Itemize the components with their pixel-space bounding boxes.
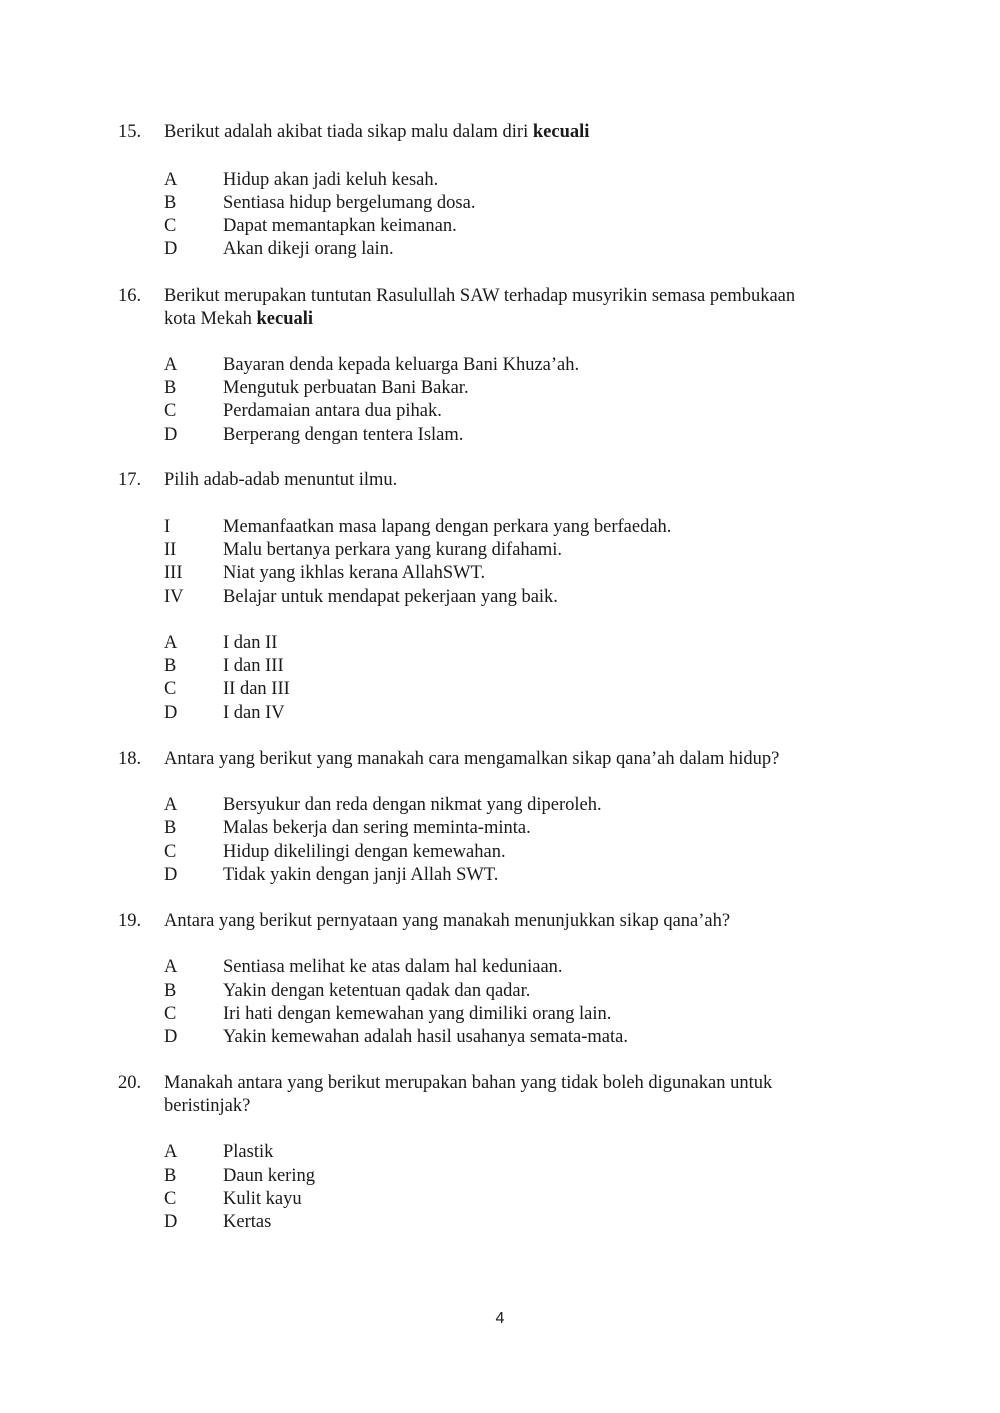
option-letter: A [164,170,178,190]
option-letter: D [164,1027,178,1047]
option-letter: D [164,239,178,259]
question-number: 19. [118,911,142,931]
option-text: Daun kering [223,1166,315,1186]
option-text: Berperang dengan tentera Islam. [223,425,464,445]
question-text-continued: beristinjak? [164,1096,251,1116]
option-text: Yakin dengan ketentuan qadak dan qadar. [223,981,531,1001]
option-letter: C [164,401,177,421]
option-letter: B [164,1166,177,1186]
option-text: Hidup akan jadi keluh kesah. [223,170,439,190]
question-number: 18. [118,749,142,769]
option-letter: C [164,842,177,862]
statement-numeral: II [164,540,177,560]
option-text: Sentiasa hidup bergelumang dosa. [223,193,476,213]
option-text: Dapat memantapkan keimanan. [223,216,457,236]
option-letter: A [164,1142,178,1162]
question-number: 20. [118,1073,142,1093]
question-text-part: kota Mekah [164,309,257,329]
option-text: I dan II [223,633,278,653]
question-number: 17. [118,470,142,490]
option-text: Plastik [223,1142,274,1162]
option-text: I dan III [223,656,284,676]
statement-numeral: I [164,517,171,537]
option-text: Akan dikeji orang lain. [223,239,394,259]
question-number: 16. [118,286,142,306]
statement-text: Niat yang ikhlas kerana AllahSWT. [223,563,486,583]
option-letter: B [164,818,177,838]
option-text: Kulit kayu [223,1189,302,1209]
option-letter: D [164,425,178,445]
question-emphasis: kecuali [256,309,314,329]
question-number: 15. [118,122,142,142]
option-text: Tidak yakin dengan janji Allah SWT. [223,865,499,885]
page-number: 4 [495,1310,505,1327]
option-text: Sentiasa melihat ke atas dalam hal keduniaan. [223,957,563,977]
option-letter: A [164,795,178,815]
option-text: Kertas [223,1212,272,1232]
option-letter: B [164,981,177,1001]
option-text: Bersyukur dan reda dengan nikmat yang diperoleh. [223,795,602,815]
option-letter: B [164,193,177,213]
option-letter: C [164,679,177,699]
option-text: Iri hati dengan kemewahan yang dimiliki orang lain. [223,1004,612,1024]
question-text [164,120,589,144]
option-text: Bayaran denda kepada keluarga Bani Khuza’ah. [223,355,580,375]
statement-numeral: III [164,563,183,583]
question-emphasis: kecuali [532,122,590,142]
option-letter: C [164,216,177,236]
option-letter: A [164,633,178,653]
question-text: Antara yang berikut yang manakah cara mengamalkan sikap qana’ah dalam hidup? [164,749,780,769]
option-letter: B [164,378,177,398]
option-text: I dan IV [223,703,285,723]
option-letter: A [164,957,178,977]
statement-text: Belajar untuk mendapat pekerjaan yang baik. [223,587,558,607]
option-text: Perdamaian antara dua pihak. [223,401,442,421]
option-letter: D [164,865,178,885]
question-text: Pilih adab-adab menuntut ilmu. [164,470,398,490]
option-letter: B [164,656,177,676]
question-text-continued [164,307,313,331]
statement-text: Malu bertanya perkara yang kurang difahami. [223,540,563,560]
option-text: Malas bekerja dan sering meminta-minta. [223,818,531,838]
option-text: II dan III [223,679,290,699]
option-text: Mengutuk perbuatan Bani Bakar. [223,378,469,398]
option-letter: A [164,355,178,375]
statement-text: Memanfaatkan masa lapang dengan perkara yang berfaedah. [223,517,672,537]
question-text: Antara yang berikut pernyataan yang manakah menunjukkan sikap qana’ah? [164,911,731,931]
question-text-part: Berikut adalah akibat tiada sikap malu dalam diri [164,122,533,142]
option-letter: D [164,1212,178,1232]
statement-numeral: IV [164,587,184,607]
question-text: Manakah antara yang berikut merupakan bahan yang tidak boleh digunakan untuk [164,1073,773,1093]
question-text: Berikut merupakan tuntutan Rasulullah SAW terhadap musyrikin semasa pembukaan [164,286,796,306]
option-letter: C [164,1189,177,1209]
option-letter: D [164,703,178,723]
option-text: Yakin kemewahan adalah hasil usahanya semata-mata. [223,1027,628,1047]
option-text: Hidup dikelilingi dengan kemewahan. [223,842,506,862]
option-letter: C [164,1004,177,1024]
